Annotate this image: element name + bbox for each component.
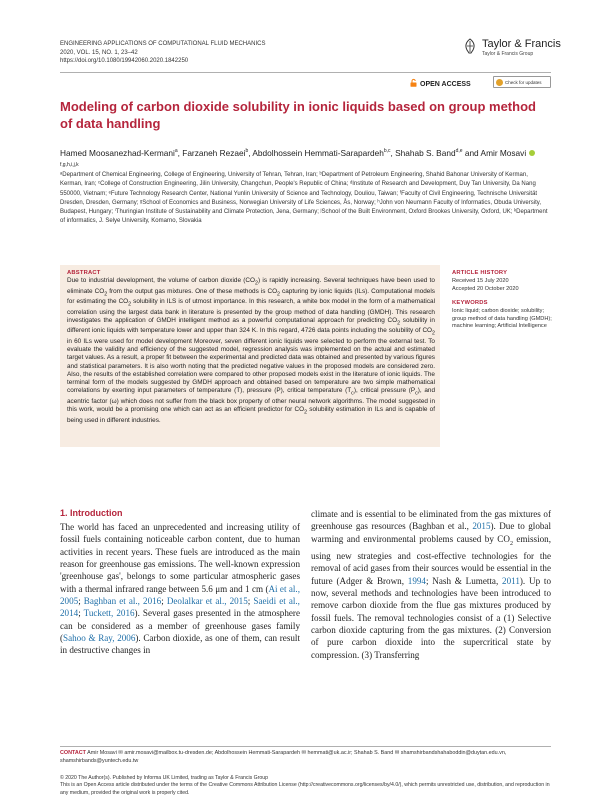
author-4-affil: d,e — [455, 148, 463, 154]
sub: 2 — [509, 540, 513, 547]
open-access-label: OPEN ACCESS — [420, 81, 471, 88]
article-title: Modeling of carbon dioxide solubility in ionic liquids based on group method of data handling — [60, 99, 536, 131]
publisher-logo — [462, 38, 561, 64]
text-seg: The world has faced an unprecedented and increasing utility of fossil fuels containing noticeable carbon content, due to human activities in recent years. These fuels are introduced as the main reason for greenhouse gas emissions. The well-known expression 'greenhouse gas', belongs to some particular atmospheric gases with a thermal infrared range between 5.6 μm and 1 cm ( — [60, 522, 300, 594]
abstract-text — [67, 277, 435, 425]
citation-link[interactable]: Baghban et al., 2016 — [83, 596, 162, 607]
affiliations: ᵃDepartment of Chemical Engineering, College of Engineering, University of Tehran, Tehran, Iran; ᵇDepartment of Petroleum Engineering, Shahid Bahonar University of Kerman, Kerman, Iran; ᶜCollege of Construction Engineering, Jilin University, Changchun, People's Republic of China; ᵈInstitute of Research and Development, Duy Tan University, Da Nang 550000, Vietnam; ᵉFuture Technology Research Center, National Yunlin University of Science and Technology, Douliou, Taiwan; ᶠFaculty of Civil Engineering, Technische Universität Dresden, Dresden, Germany; ᵍSchool of Economics and Business, Norwegian University of Life Sciences, Ås, Norway; ʰJohn von Neumann Faculty of Informatics, Obuda University, Budapest, Hungary; ⁱThuringian Institute of Sustainability and Climate Protection, Jena, Germany; ʲSchool of the Built Environment, Oxford Brookes University, Oxford, UK; ᵏDepartment of informatics, J. Selye University, Komarno, Slovakia — [60, 172, 548, 225]
publisher-name: Taylor & Francis — [482, 38, 561, 50]
abstract-seg: ), critical pressure (P — [353, 387, 416, 395]
abstract-label: ABSTRACT — [67, 270, 101, 276]
sub: 2 — [432, 330, 435, 337]
sub: c — [415, 390, 418, 397]
intro-right-column — [311, 508, 551, 661]
check-updates-button[interactable] — [493, 76, 551, 88]
citation-link[interactable]: Saeidi et al., 2014 — [60, 596, 300, 619]
volume-line: 2020, VOL. 15, NO. 1, 23–42 — [60, 49, 138, 56]
article-history — [452, 278, 552, 293]
citation-link[interactable]: Ai et al., 2005 — [60, 583, 300, 607]
text-seg: ; — [78, 596, 84, 607]
header-rule — [60, 72, 551, 73]
journal-header — [60, 40, 265, 66]
text-seg: climate and is essential to be eliminated from the gas mixtures of greenhouse gas resources (Baghban et al., — [311, 509, 551, 532]
abstract-seg: solubility in different ionic liquids with temperature lower and upper than 324 K. In this regard, 4726 data points including the solubility of CO — [67, 316, 435, 335]
abstract-seg: Due to industrial development, the volume of carbon dioxide (CO — [67, 277, 256, 284]
journal-name: ENGINEERING APPLICATIONS OF COMPUTATIONAL FLUID MECHANICS — [60, 41, 266, 47]
author-and: and — [464, 147, 479, 158]
author-3[interactable]: Abdolhossein Hemmati-Sarapardeh — [252, 147, 384, 158]
author-5-affil: f,g,h,i,j,k — [60, 161, 79, 168]
author-list: Hamed Moosanezhad-Kermani$^a$, Farzaneh Rezaei$^b$, Abdolhossein Hemmati-Sarapardeh$^{b,c}$, Shahab S. Band$^{d,e}$ and Amir Mosavi $^{f,g,h,i,j,k}$ — [60, 145, 550, 173]
citation-link[interactable]: Deolalkar et al., 2015 — [166, 596, 248, 607]
author-5[interactable]: Amir Mosavi — [480, 147, 527, 158]
sub: 2 — [128, 301, 132, 308]
doi-link[interactable]: https://doi.org/10.1080/19942060.2020.1842250 — [60, 58, 189, 65]
citation-link[interactable]: Tuckett, 2016 — [83, 608, 135, 619]
citation-link[interactable]: 2015 — [472, 521, 491, 532]
accepted-date: Accepted 20 October 2020 — [452, 285, 519, 292]
intro-left-column — [60, 521, 300, 657]
text-seg: ). Due to global warming and environmental problems caused by CO — [311, 521, 551, 544]
abstract-seg: solubility in ILS is of utmost importance. In this research, a white box model in the form of a mathematical correlation using the largest data bank in literature is presented by the group method of data handling (GMDH). This research investigates the application of GMDH intelligent method as a powerful computational approach for predicting CO — [67, 298, 435, 324]
text-seg: ; — [247, 596, 254, 607]
author-3-affil: b,c — [383, 148, 391, 154]
author-1-affil: a — [174, 148, 178, 154]
sub: 2 — [104, 290, 108, 297]
keywords-label: KEYWORDS — [452, 300, 488, 306]
citation-link[interactable]: 1994 — [407, 575, 426, 586]
text-seg: ). Carbon dioxide, as one of them, can result in destructive changes in — [60, 633, 300, 656]
text-seg: ). Up to now, several methods and technologies have been introduced to remove carbon dioxide from the flue gas mixtures produced by fossil fuels. The removal technologies consist of a (1) Selective carbon dioxide capturing from the gas mixtures. (2) Conversion of pure carbon dioxide into the supercritical state by compression. (3) Transferring — [311, 575, 551, 660]
taylor-francis-logo-icon — [462, 38, 478, 54]
abstract-seg: solubility estimation in ILs and is capable of being used in different industries. — [67, 406, 435, 424]
contact-label: CONTACT — [60, 750, 86, 756]
author-2-affil: b — [245, 148, 249, 154]
crossmark-icon — [496, 79, 503, 86]
orcid-icon[interactable] — [529, 150, 535, 156]
open-access-badge — [410, 79, 471, 88]
check-updates-label: Check for updates — [505, 80, 542, 85]
abstract-seg: ) is rapidly increasing. Several techniques have been used to eliminate CO — [67, 277, 435, 295]
author-4[interactable]: Shahab S. Band — [395, 147, 456, 158]
author-1[interactable]: Hamed Moosanezhad-Kermani — [60, 147, 175, 158]
text-seg: ; Nash & Lumetta, — [425, 575, 503, 586]
sub: 2 — [304, 409, 308, 416]
sub: 2 — [397, 320, 401, 327]
author-2[interactable]: Farzaneh Rezaei — [182, 147, 246, 158]
abstract-seg: in 60 ILs were used for model development Moreover, seven different ionic liquids were selected to perform the external test. To evaluate the validity and efficiency of the suggested model, regression analysis was implemented on the actual and estimated target values. As a result, a proper fit between the experimental and predicted data was obtained and presented by various figures and statistical parameters. It is also worth noting that the predicted negative values in the proposed models are considered zero. Also, the results of the established correlation were compared to other proposed models exist in the literature of ionic liquids. The terminal form of the models suggested by GMDH approach and obtained based on temperature are two simple mathematical correlations by exerting input parameters of temperature (T), pressure (P), critical temperature (T — [67, 337, 435, 395]
contact-block — [60, 749, 550, 765]
open-lock-icon — [410, 79, 417, 87]
article-history-label: ARTICLE HISTORY — [452, 270, 508, 276]
text-seg: ; — [78, 608, 84, 619]
publisher-sub: Taylor & Francis Group — [482, 51, 534, 57]
keywords-text: Ionic liquid; carbon dioxide; solubility; group method of data handling (GMDH); machine learning; Artificial Intelligence — [452, 308, 552, 330]
copyright-line: © 2020 The Author(s). Published by Informa UK Limited, trading as Taylor & Francis Group — [60, 775, 269, 781]
text-seg: ). Several gases presented in the atmosphere can be considered as a member of greenhouse gases family ( — [60, 608, 300, 644]
citation-link[interactable]: Sahoo & Ray, 2006 — [63, 633, 136, 644]
sub: c — [351, 390, 354, 397]
copyright-block — [60, 775, 550, 797]
footer-rule — [60, 746, 551, 747]
citation-link[interactable]: 2011 — [502, 575, 520, 586]
abstract-seg: capturing by ionic liquids (ILs). Computational models for estimating the CO — [67, 287, 435, 306]
license-line: This is an Open Access article distributed under the terms of the Creative Commons Attribution License (http://creativecommons.org/licenses/by/4.0/), which permits unrestricted use, distribution, and reproduction in any medium, provided the original work is properly cited. — [60, 782, 550, 796]
sub: 2 — [277, 290, 281, 297]
abstract-seg: ), and acentric factor (ω) which does not suffer from the black box property of other neural network algorithms. The model suggested in this work, would be a promising one which can act as an efficient predictor for CO — [67, 387, 435, 414]
contact-text[interactable]: Amir Mosavi ✉ amir.mosavi@mailbox.tu-dresden.de; Abdolhossein Hemmati-Sarapardeh ✉ hemmati@uk.ac.ir; Shahab S. Band ✉ shamshirbandshahaboddin@duytan.edu.vn, shamshirbands@yuntech.edu.tw — [60, 750, 507, 764]
text-seg: emission, using new strategies and cost-effective technologies for the removal of acid gases from their sources would be essential in the future (Adger & Brown, — [311, 533, 551, 586]
section-heading-introduction: 1. Introduction — [60, 508, 123, 518]
sub: 2 — [255, 280, 258, 287]
abstract-seg: from the output gas mixtures. One of these methods is CO — [107, 287, 278, 295]
text-seg: ; — [161, 596, 167, 607]
received-date: Received 15 July 2020 — [452, 278, 509, 284]
